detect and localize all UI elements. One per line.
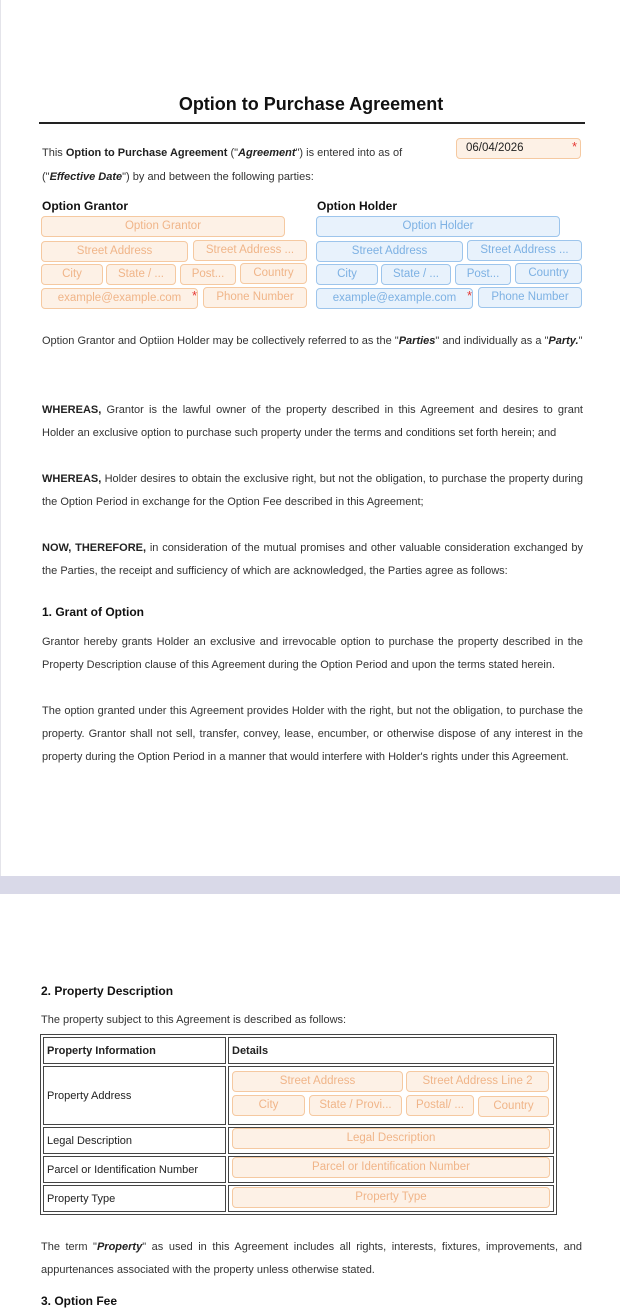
table-cell-label: Legal Description (43, 1127, 226, 1154)
document-title: Option to Purchase Agreement (178, 94, 444, 114)
required-marker: * (467, 288, 473, 303)
property-type-input[interactable]: Property Type (232, 1187, 550, 1208)
holder-postal-input[interactable]: Post... (455, 264, 511, 285)
grantor-name-input[interactable]: Option Grantor (41, 216, 285, 237)
holder-phone-input[interactable]: Phone Number (478, 287, 582, 308)
parties-paragraph: Option Grantor and Optiion Holder may be collectively referred to as the "Parties" and individually as a "Party." (42, 335, 583, 347)
whereas-paragraph-1: WHEREAS, Grantor is the lawful owner of the property described in this Agreement and desires to grant Holder an exclusive option to purchase such property under the terms and conditions set forth herein; and (42, 404, 583, 439)
section-1-heading: 1. Grant of Option (42, 605, 144, 619)
grantor-state-input[interactable]: State / ... (106, 264, 176, 285)
holder-name-input[interactable]: Option Holder (316, 216, 560, 237)
holder-email-input[interactable]: example@example.com (316, 288, 473, 309)
holder-city-input[interactable]: City (316, 264, 378, 285)
grantor-label: Option Grantor (42, 199, 128, 213)
holder-street-input[interactable]: Street Address (316, 241, 463, 262)
property-city-input[interactable]: City (232, 1095, 305, 1116)
grantor-postal-input[interactable]: Post... (180, 264, 236, 285)
intro-line-2: ("Effective Date") by and between the following parties: (42, 171, 314, 183)
section-2-heading: 2. Property Description (41, 984, 174, 998)
section-1-paragraph-2: The option granted under this Agreement provides Holder with the right, but not the obligation, to purchase the property. Grantor shall not sell, transfer, convey, lease, encumber, or otherwise dispose of any interest in the property during the Option Period in a manner that would interfere with Holder's rights under this Agreement. (42, 705, 583, 763)
grantor-email-input[interactable]: example@example.com (41, 288, 198, 309)
required-marker: * (192, 288, 198, 303)
title-divider (39, 122, 585, 124)
grantor-street-input[interactable]: Street Address (41, 241, 188, 262)
whereas-paragraph-2: WHEREAS, Holder desires to obtain the exclusive right, but not the obligation, to purchase the property during the Option Period in exchange for the Option Fee described in this Agreement; (42, 473, 583, 508)
legal-description-input[interactable]: Legal Description (232, 1128, 550, 1149)
holder-country-input[interactable]: Country (515, 263, 582, 284)
grantor-city-input[interactable]: City (41, 264, 103, 285)
grantor-country-input[interactable]: Country (240, 263, 307, 284)
table-header-cell: Details (228, 1037, 554, 1064)
property-country-input[interactable]: Country (478, 1096, 549, 1117)
table-header-cell: Property Information (43, 1037, 226, 1064)
table-cell-label: Property Address (43, 1066, 226, 1125)
table-header-row (43, 1037, 554, 1064)
holder-state-input[interactable]: State / ... (381, 264, 451, 285)
section-3-heading: 3. Option Fee (41, 1294, 118, 1308)
table-cell-label: Property Type (43, 1185, 226, 1212)
section-1-paragraph-1: Grantor hereby grants Holder an exclusive and irrevocable option to purchase the property described in the Property Description clause of this Agreement during the Option Period and upon the terms stated herein. (42, 636, 583, 671)
grantor-phone-input[interactable]: Phone Number (203, 287, 307, 308)
property-street-input[interactable]: Street Address (232, 1071, 403, 1092)
property-postal-input[interactable]: Postal/ ... (406, 1095, 474, 1116)
parcel-number-input[interactable]: Parcel or Identification Number (232, 1157, 550, 1178)
effective-date-input[interactable]: 06/04/2026 (456, 138, 581, 159)
property-state-input[interactable]: State / Provi... (309, 1095, 402, 1116)
page-separator (0, 876, 620, 894)
section-2-intro: The property subject to this Agreement is described as follows: (41, 1014, 347, 1026)
property-street2-input[interactable]: Street Address Line 2 (406, 1071, 549, 1092)
required-marker: * (572, 139, 578, 154)
holder-street2-input[interactable]: Street Address ... (467, 240, 582, 261)
grantor-street2-input[interactable]: Street Address ... (193, 240, 307, 261)
now-therefore-paragraph: NOW, THEREFORE, in consideration of the mutual promises and other valuable consideration exchanged by the Parties, the receipt and sufficiency of which are acknowledged, the Parties agree as follows: (42, 542, 584, 577)
property-term-paragraph: The term "Property" as used in this Agreement includes all rights, interests, fixtures, improvements, and appurtenances associated with the property unless otherwise stated. (41, 1241, 582, 1276)
holder-label: Option Holder (317, 199, 397, 213)
table-cell-label: Parcel or Identification Number (43, 1156, 226, 1183)
intro-line-1: This Option to Purchase Agreement ("Agreement") is entered into as of (42, 147, 403, 159)
